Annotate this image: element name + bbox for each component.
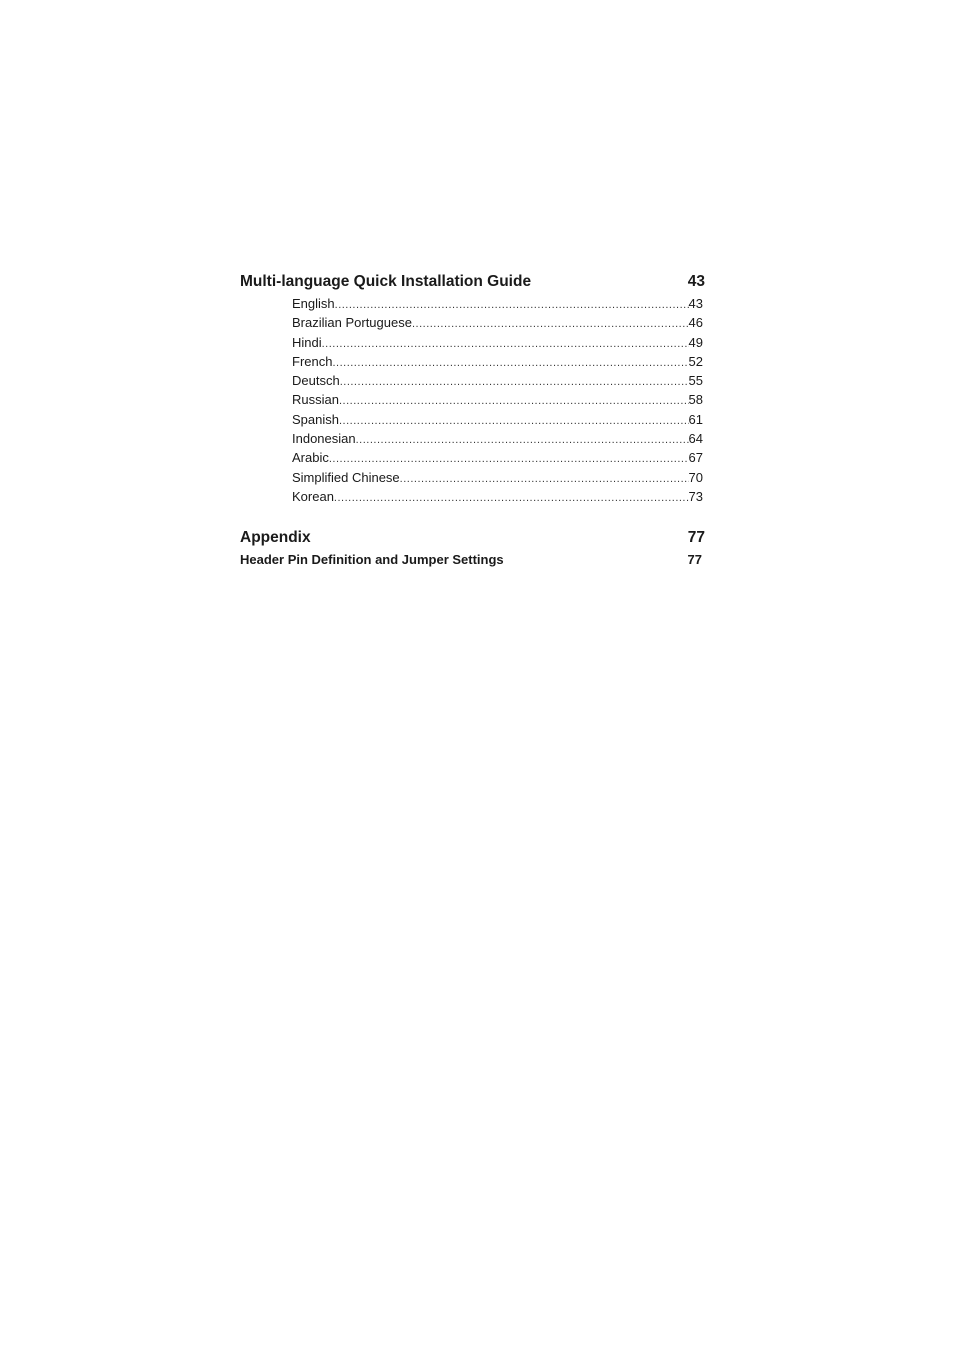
dot-leader [339, 412, 689, 429]
toc-entry-page: 46 [688, 315, 703, 331]
toc-entry-label: Arabic [292, 450, 329, 466]
toc-section-title: Multi-language Quick Installation Guide [240, 273, 532, 290]
toc-section-page: 43 [687, 273, 705, 290]
toc-entry-label: Brazilian Portuguese [292, 315, 412, 331]
dot-leader [322, 335, 689, 352]
toc-entry-page: 73 [688, 488, 703, 504]
dot-leader [412, 315, 689, 332]
toc-entry-label: Korean [292, 488, 334, 504]
dot-leader [356, 431, 689, 448]
dot-leader [340, 373, 689, 390]
toc-entry-russian[interactable] [292, 390, 703, 409]
toc-entry-label: Spanish [292, 411, 339, 427]
toc-section-page: 77 [687, 529, 705, 547]
toc-entry-page: 52 [688, 353, 703, 369]
toc-entry-page: 55 [688, 373, 703, 389]
toc-entry-page: 43 [688, 296, 703, 311]
toc-entry-label: Russian [292, 392, 339, 408]
toc-entry-page: 61 [688, 411, 703, 427]
toc-entry-label: Indonesian [292, 431, 356, 447]
toc-entry-hindi[interactable] [292, 333, 703, 352]
toc-entry-label: Hindi [292, 334, 322, 350]
toc-entry-spanish[interactable] [292, 410, 703, 429]
toc-entry-label: English [292, 296, 335, 311]
toc-entry-page: 58 [688, 392, 703, 408]
toc-entry-indonesian[interactable] [292, 429, 703, 448]
toc-entry-list [240, 294, 705, 506]
dot-leader [334, 489, 689, 506]
dot-leader [400, 470, 689, 487]
dot-leader [332, 354, 688, 371]
toc-entry-korean[interactable] [292, 487, 703, 506]
toc-entry-page: 49 [688, 334, 703, 350]
dot-leader [329, 450, 689, 467]
toc-entry-page: 64 [688, 431, 703, 447]
table-of-contents [240, 270, 705, 570]
toc-entry-page: 70 [688, 469, 703, 485]
toc-entry-brazilian-portuguese[interactable] [292, 313, 703, 332]
section-spacer [240, 506, 705, 526]
toc-entry-simplified-chinese[interactable] [292, 468, 703, 487]
dot-leader [339, 392, 689, 409]
toc-entry-arabic[interactable] [292, 448, 703, 467]
toc-subsection-page: 77 [687, 552, 702, 568]
toc-entry-english[interactable] [292, 294, 703, 313]
toc-subsection-title: Header Pin Definition and Jumper Settings [240, 552, 504, 568]
toc-entry-label: French [292, 353, 333, 369]
toc-entry-page: 67 [688, 450, 703, 466]
dot-leader [335, 296, 689, 313]
toc-entry-deutsch[interactable] [292, 371, 703, 390]
toc-section-multilanguage[interactable] [240, 270, 705, 294]
toc-entry-label: Deutsch [292, 373, 340, 389]
toc-entry-header-pin-definition[interactable] [240, 550, 705, 570]
toc-section-title: Appendix [240, 529, 311, 547]
toc-section-appendix[interactable] [240, 526, 705, 550]
toc-entry-label: Simplified Chinese [292, 469, 400, 485]
toc-entry-french[interactable] [292, 352, 703, 371]
